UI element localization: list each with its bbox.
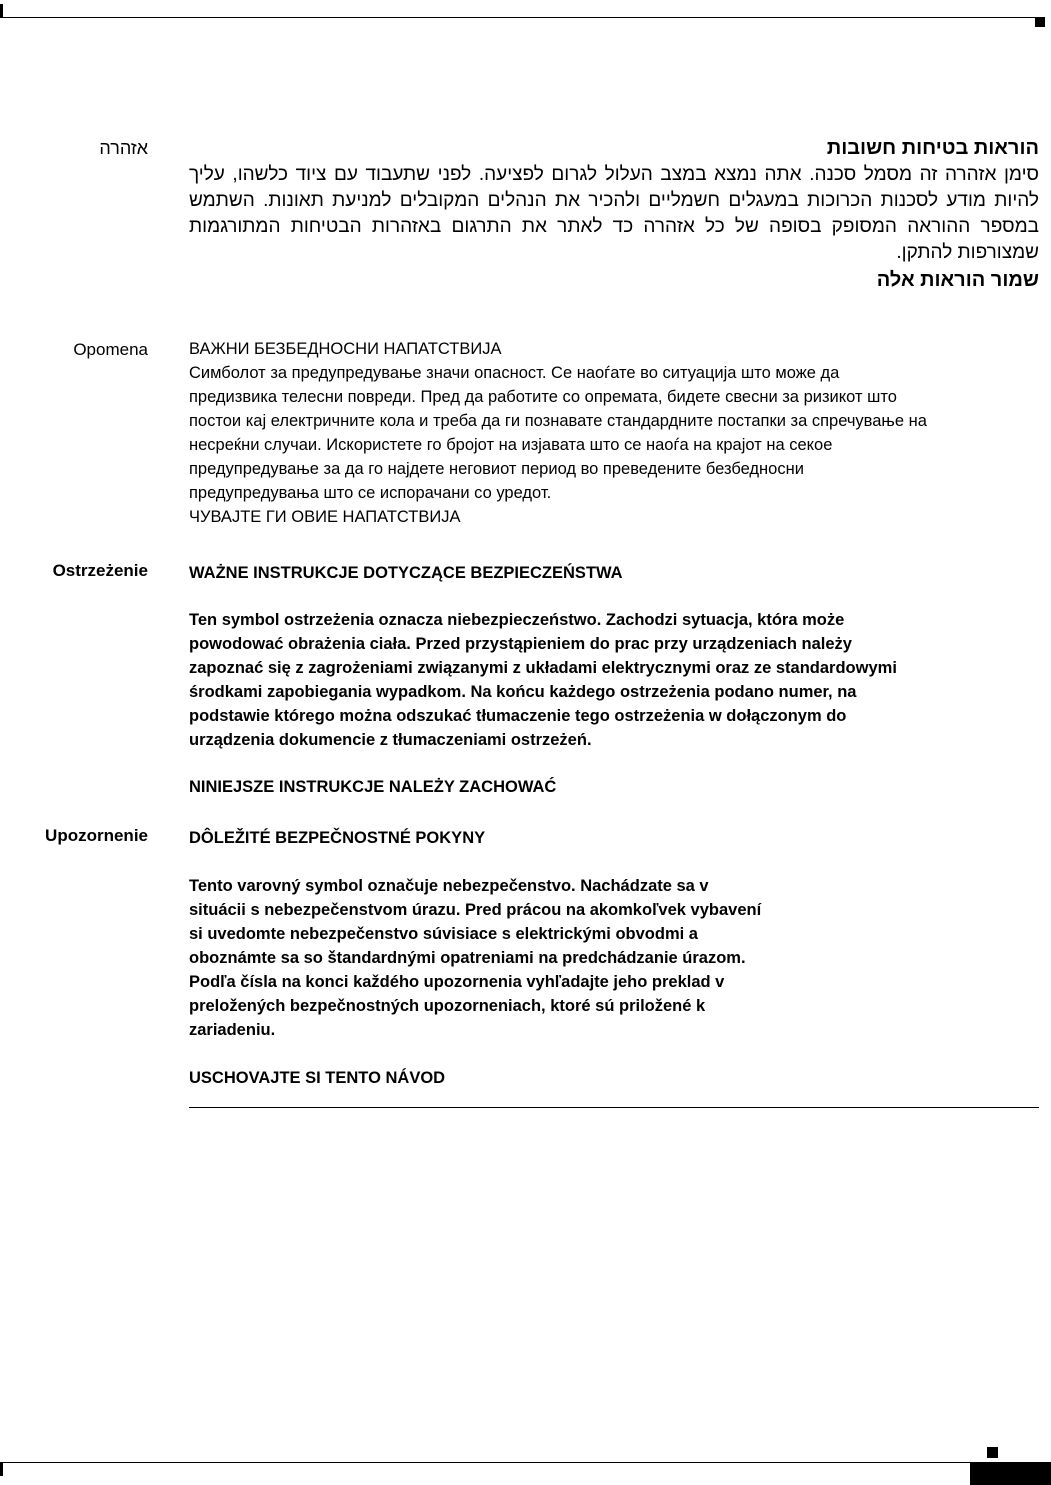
warning-body-line: Tento varovný symbol označuje nebezpečenstvo. Nachádzate sa v bbox=[189, 877, 709, 895]
warning-label: אזהרה bbox=[99, 138, 148, 158]
warning-footer: USCHOVAJTE SI TENTO NÁVOD bbox=[189, 1069, 446, 1087]
warning-footer: שמור הוראות אלה bbox=[876, 269, 1039, 291]
warning-content bbox=[189, 337, 1044, 529]
bottom-marker bbox=[987, 1447, 998, 1458]
section-end-rule bbox=[189, 1107, 1039, 1108]
warning-body-line: несреќни случаи. Искористете го бројот на изјавата што се наоѓа на крајот на секое bbox=[189, 436, 833, 454]
top-right-marker bbox=[1035, 17, 1045, 27]
warning-footer: ЧУВАЈТЕ ГИ ОВИЕ НАПАТСТВИЈА bbox=[189, 508, 461, 526]
warning-content bbox=[189, 826, 869, 1090]
warning-content bbox=[189, 134, 1039, 294]
top-rule bbox=[0, 17, 1045, 18]
warning-body-line: si uvedomte nebezpečenstvo súvisiace s elektrickými obvodmi a bbox=[189, 925, 698, 943]
warning-label: Opomena bbox=[73, 340, 148, 359]
warning-body-line: предупредувања што се испорачани со уредот. bbox=[189, 484, 552, 502]
warning-body-line: постои кај електричните кола и треба да ги познавате стандардните постапки за спречување на bbox=[189, 412, 927, 430]
warning-body-line: podstawie którego można odszukać tłumaczenie tego ostrzeżenia w dołączonym do bbox=[189, 707, 847, 725]
warning-body-line: Ten symbol ostrzeżenia oznacza niebezpieczeństwo. Zachodzi sytuacja, która może bbox=[189, 611, 845, 629]
top-left-tick bbox=[0, 4, 3, 18]
warning-body-line: środkami zapobiegania wypadkom. Na końcu każdego ostrzeżenia podano numer, na bbox=[189, 683, 857, 701]
warning-body-line: powodować obrażenia ciała. Przed przystąpieniem do prac przy urządzeniach należy bbox=[189, 635, 852, 653]
warning-body-line: urządzenia dokumencie z tłumaczeniami ostrzeżeń. bbox=[189, 731, 592, 749]
page-number-tab bbox=[970, 1462, 1051, 1485]
warning-body-line: oboznámte sa so štandardnými opatreniami na predchádzanie úrazom. bbox=[189, 949, 746, 967]
bottom-rule bbox=[0, 1462, 1000, 1463]
warning-body-line: Симболот за предупредување значи опасност. Се наоѓате во ситуација што може да bbox=[189, 364, 840, 382]
warning-body-line: preložených bezpečnostných upozorneniach, ktoré sú priložené k bbox=[189, 997, 706, 1015]
warning-body-line: zapoznać się z zagrożeniami związanymi z układami elektrycznymi oraz ze standardowymi bbox=[189, 659, 897, 677]
warning-footer: NINIEJSZE INSTRUKCJE NALEŻY ZACHOWAĆ bbox=[189, 778, 557, 796]
warning-heading: הוראות בטיחות חשובות bbox=[826, 137, 1039, 159]
warning-body-line: предупредување за да го најдете неговиот период во преведените безбедносни bbox=[189, 460, 804, 478]
warning-body-line: situácii s nebezpečenstvom úrazu. Pred prácou na akomkoľvek vybavení bbox=[189, 901, 762, 919]
warning-body-line: предизвика телесни повреди. Пред да работите со опремата, бидете свесни за ризикот што bbox=[189, 388, 897, 406]
warning-heading: DÔLEŽITÉ BEZPEČNOSTNÉ POKYNY bbox=[189, 829, 486, 847]
warning-label: Upozornenie bbox=[45, 826, 148, 845]
warning-label: Ostrzeżenie bbox=[52, 561, 148, 580]
warning-content bbox=[189, 561, 1029, 799]
warning-body-line: Podľa čísla na konci každého upozornenia vyhľadajte jeho preklad v bbox=[189, 973, 725, 991]
warning-heading: WAŻNE INSTRUKCJE DOTYCZĄCE BEZPIECZEŃSTWA bbox=[189, 564, 623, 582]
warning-heading: ВАЖНИ БЕЗБЕДНОСНИ НАПАТСТВИЈА bbox=[189, 340, 502, 358]
warning-body-line: zariadeniu. bbox=[189, 1021, 276, 1039]
warning-body: סימן אזהרה זה מסמל סכנה. אתה נמצא במצב העלול לגרום לפציעה. לפני שתעבוד עם ציוד כלשהו, עליך להיות מודע לסכנות הכרוכות במעגלים חשמליים ולהכיר את הנהלים המקובלים למניעת תאונות. השתמש במספר ההוראה המסופק בסופה של כל אזהרה כד לאתר את התרגום באזהרות הבטיחות המתורגמות שמצורפות להתקן. bbox=[189, 164, 1039, 263]
bottom-left-tick bbox=[0, 1462, 3, 1476]
